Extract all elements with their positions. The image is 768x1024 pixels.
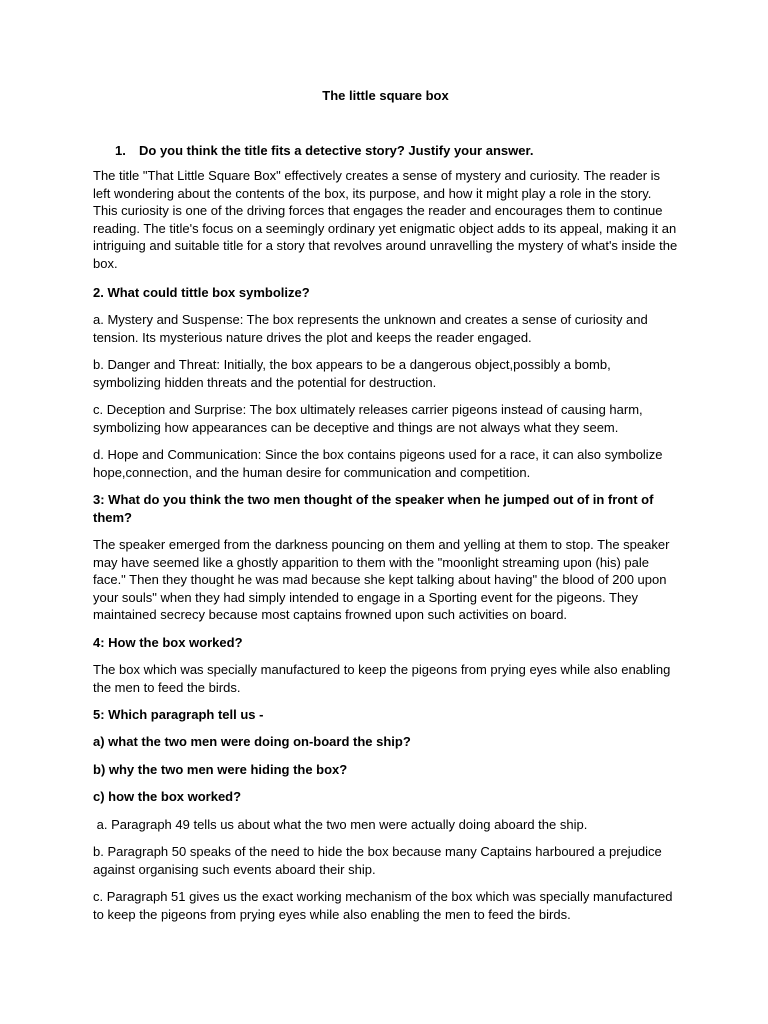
answer-5a-paragraph: a. Paragraph 49 tells us about what the two men were actually doing aboard the ship. <box>93 817 588 832</box>
document-title: The little square box <box>322 88 449 103</box>
question-5a: a) what the two men were doing on-board the ship? <box>93 734 411 749</box>
question-5: 5: Which paragraph tell us - <box>93 707 264 722</box>
question-4: 4: How the box worked? <box>93 635 243 650</box>
answer-2b-paragraph: b. Danger and Threat: Initially, the box appears to be a dangerous object,possibly a bomb, symbolizing hidden threats and the potential for destruction. <box>93 357 611 390</box>
question-1 <box>115 142 533 160</box>
question-1-text: Do you think the title fits a detective story? Justify your answer. <box>139 143 534 158</box>
answer-2a-paragraph: a. Mystery and Suspense: The box represents the unknown and creates a sense of curiosity and tension. Its mysterious nature drives the plot and keeps the reader engaged. <box>93 312 648 345</box>
question-1-number: 1. <box>115 143 126 158</box>
question-5c: c) how the box worked? <box>93 789 242 804</box>
question-5b: b) why the two men were hiding the box? <box>93 762 348 777</box>
document-page <box>93 0 678 1024</box>
answer-5b-paragraph: b. Paragraph 50 speaks of the need to hide the box because many Captains harboured a prejudice against organising such events aboard their ship. <box>93 844 662 877</box>
answer-1-paragraph: The title "That Little Square Box" effectively creates a sense of mystery and curiosity. The reader is left wondering about the contents of the box, its purpose, and how it might play a role in the story. This curiosity is one of the driving forces that engages the reader and encourages them to continue reading. The title's focus on a seemingly ordinary yet enigmatic object adds to its appeal, making it an intriguing and suitable title for a story that revolves around unravelling the mystery of what's inside the box. <box>93 168 678 271</box>
question-2: 2. What could tittle box symbolize? <box>93 285 310 300</box>
answer-2c-paragraph: c. Deception and Surprise: The box ultimately releases carrier pigeons instead of causing harm, symbolizing how appearances can be deceptive and things are not always what they seem. <box>93 402 643 435</box>
answer-2d-paragraph: d. Hope and Communication: Since the box contains pigeons used for a race, it can also symbolize hope,connection, and the human desire for communication and competition. <box>93 447 663 480</box>
answer-3-paragraph: The speaker emerged from the darkness pouncing on them and yelling at them to stop. The speaker may have seemed like a ghostly apparition to them with the "moonlight streaming upon (his) pale face." Then they thought he was mad because she kept talking about having" the blood of 200 upon your souls" when they had simply intended to engage in a Sporting event for the pigeons. They maintained secrecy because most captains frowned upon such activities on board. <box>93 537 670 622</box>
answer-5c-paragraph: c. Paragraph 51 gives us the exact working mechanism of the box which was specially manufactured to keep the pigeons from prying eyes while also enabling the men to feed the birds. <box>93 889 673 922</box>
answer-4-paragraph: The box which was specially manufactured to keep the pigeons from prying eyes while also enabling the men to feed the birds. <box>93 662 671 695</box>
question-3: 3: What do you think the two men thought of the speaker when he jumped out of in front of them? <box>93 492 654 525</box>
